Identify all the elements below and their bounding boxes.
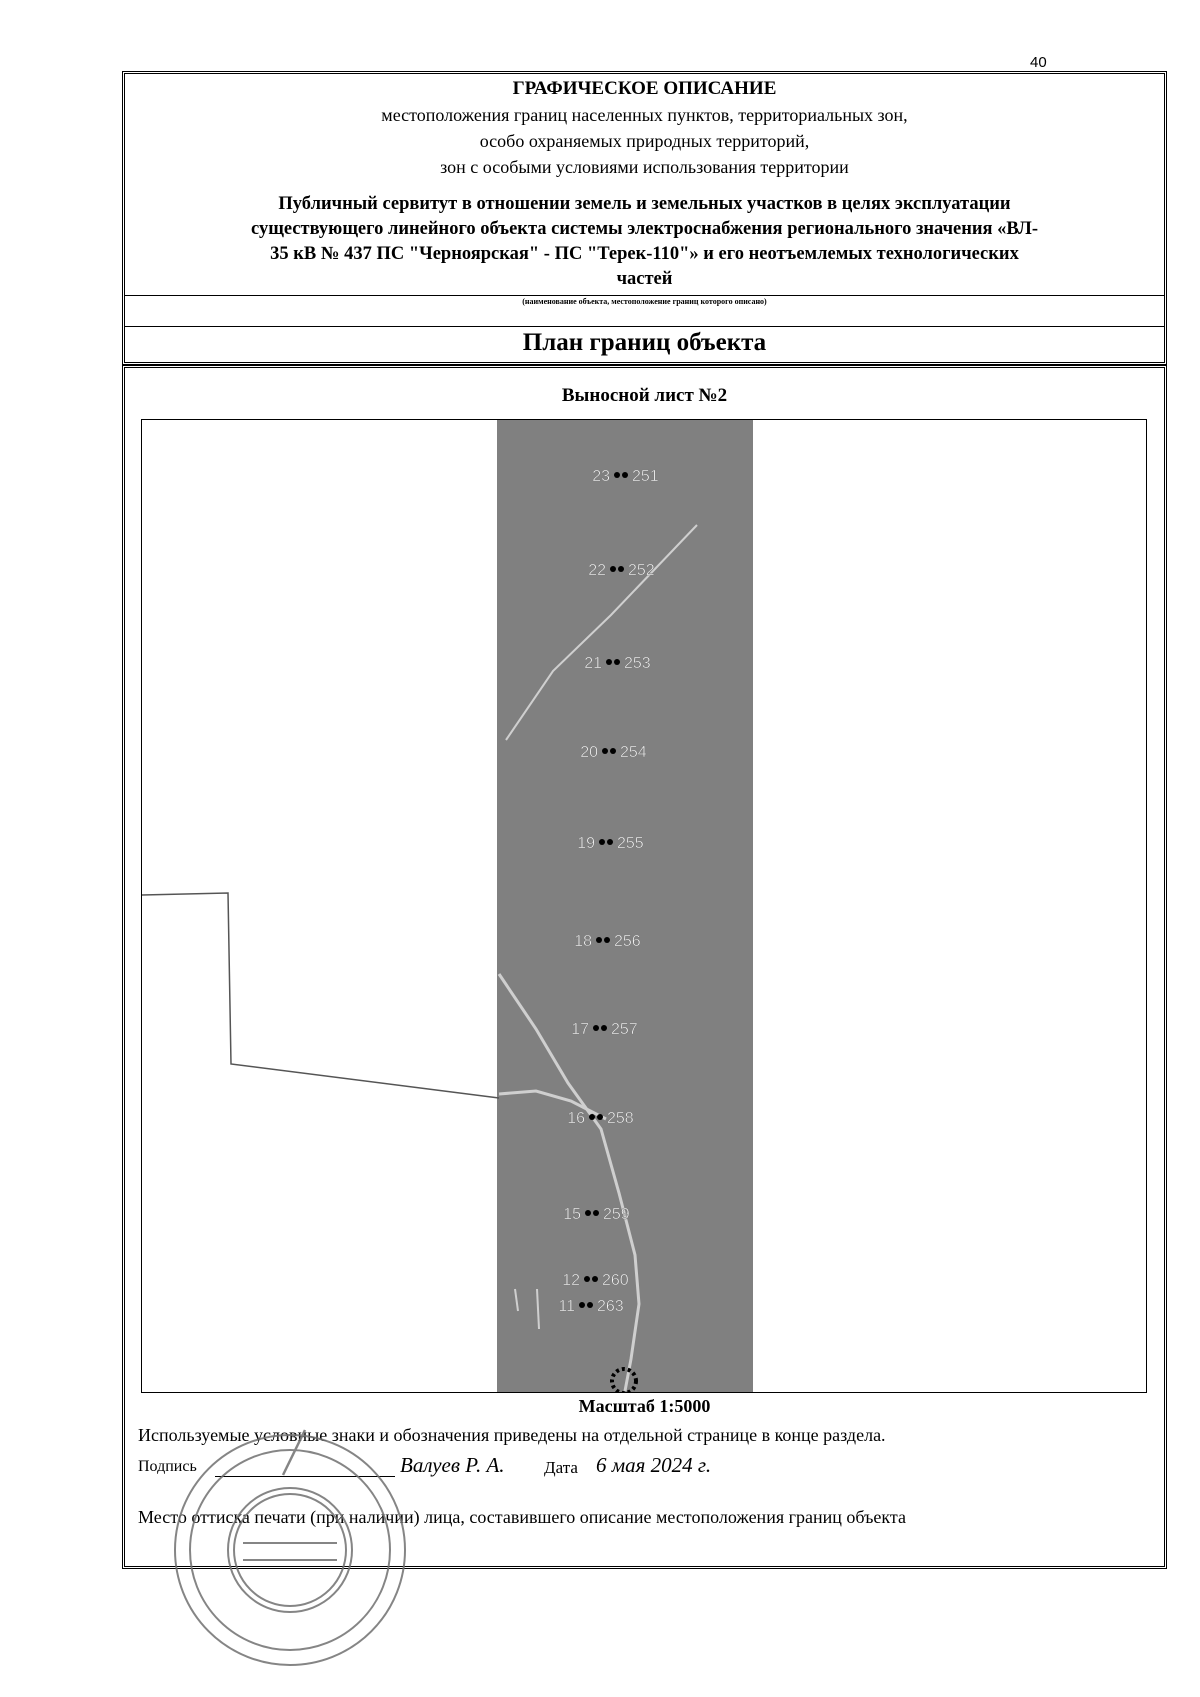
- object-name-line: 35 кВ № 437 ПС "Черноярская" - ПС "Терек-110"» и его неотъемлемых технологических: [270, 244, 1019, 264]
- boundary-point: [584, 1276, 590, 1282]
- point-label: 257: [611, 1021, 638, 1038]
- boundary-point: [585, 1210, 591, 1216]
- object-name-caption: (наименование объекта, местоположение границ которого описано): [522, 297, 767, 306]
- easement-strip: [497, 420, 753, 1392]
- boundary-point: [601, 1025, 607, 1031]
- point-label: 15: [563, 1206, 581, 1223]
- boundary-point: [610, 566, 616, 572]
- legend-note: Используемые условные знаки и обозначения приведены на отдельной странице в конце раздела.: [138, 1425, 886, 1445]
- point-label: 259: [603, 1206, 630, 1223]
- subtitle-line: особо охраняемых природных территорий,: [479, 131, 810, 151]
- date-label: Дата: [544, 1458, 578, 1477]
- boundary-point: [589, 1114, 595, 1120]
- sheet-title: Выносной лист №2: [561, 385, 728, 406]
- divider: [125, 295, 1164, 296]
- sheet-frame: [122, 365, 1167, 1569]
- seal-stamp: [165, 1425, 415, 1675]
- boundary-point: [607, 839, 613, 845]
- document-title: ГРАФИЧЕСКОЕ ОПИСАНИЕ: [512, 78, 777, 99]
- object-name: [125, 192, 1164, 292]
- map-scale: Масштаб 1:5000: [578, 1396, 711, 1416]
- point-label: 16: [567, 1110, 585, 1127]
- point-label: 11: [558, 1298, 575, 1315]
- object-name-line: существующего линейного объекта системы электроснабжения регионального значения «ВЛ-: [251, 219, 1038, 239]
- date-value: 6 мая 2024 г.: [596, 1453, 712, 1477]
- boundary-point: [602, 748, 608, 754]
- signer-name: Валуев Р. А.: [400, 1453, 505, 1477]
- boundary-point: [593, 1210, 599, 1216]
- divider: [125, 326, 1164, 327]
- subtitle-line: местоположения границ населенных пунктов, территориальных зон,: [381, 105, 908, 125]
- boundary-point: [579, 1302, 585, 1308]
- point-label: 20: [580, 744, 598, 761]
- point-label: 254: [620, 744, 647, 761]
- point-label: 253: [624, 655, 651, 672]
- point-label: 19: [577, 835, 595, 852]
- point-label: 258: [607, 1110, 634, 1127]
- point-label: 12: [562, 1272, 580, 1289]
- seal-note: Место оттиска печати (при наличии) лица, составившего описание местоположения границ объекта: [138, 1507, 906, 1527]
- subtitle-line: зон с особыми условиями использования территории: [440, 157, 849, 177]
- boundary-point: [604, 937, 610, 943]
- signature-label: Подпись: [138, 1458, 197, 1475]
- point-label: 252: [628, 562, 655, 579]
- boundary-point: [596, 937, 602, 943]
- point-label: 251: [632, 468, 659, 485]
- point-label: 21: [584, 655, 602, 672]
- header-frame: [122, 71, 1167, 365]
- point-label: 23: [592, 468, 610, 485]
- boundary-point: [587, 1302, 593, 1308]
- boundary-point: [610, 748, 616, 754]
- boundary-point: [606, 659, 612, 665]
- point-label: 260: [602, 1272, 629, 1289]
- boundary-point: [614, 659, 620, 665]
- boundary-point: [597, 1114, 603, 1120]
- point-label: 18: [574, 933, 592, 950]
- boundary-point: [618, 566, 624, 572]
- boundary-point: [614, 472, 620, 478]
- plan-title: План границ объекта: [522, 329, 767, 356]
- object-name-line: частей: [616, 269, 673, 289]
- boundary-map: [141, 419, 1147, 1393]
- boundary-point: [592, 1276, 598, 1282]
- boundary-point: [599, 839, 605, 845]
- point-label: 256: [614, 933, 641, 950]
- point-label: 17: [571, 1021, 589, 1038]
- point-label: 263: [597, 1298, 624, 1315]
- object-name-line: Публичный сервитут в отношении земель и земельных участков в целях эксплуатации: [278, 194, 1011, 214]
- page-number: 40: [1030, 54, 1047, 71]
- point-label: 22: [588, 562, 606, 579]
- point-label: 255: [617, 835, 644, 852]
- boundary-point: [593, 1025, 599, 1031]
- boundary-point: [622, 472, 628, 478]
